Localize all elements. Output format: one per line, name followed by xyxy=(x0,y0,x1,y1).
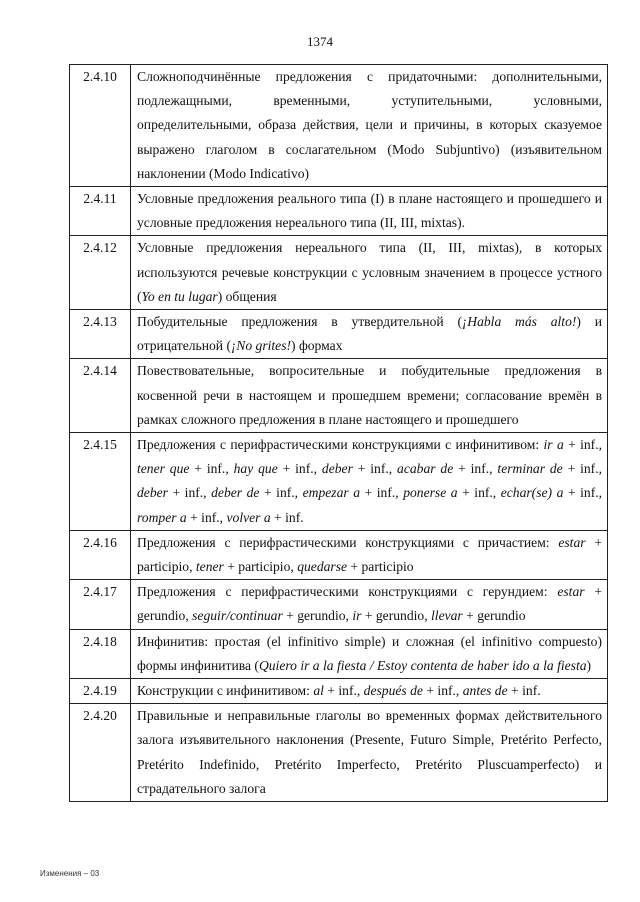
text-segment: + inf., xyxy=(563,437,602,453)
text-segment: ) xyxy=(586,657,592,673)
text-segment: Предложения с перифрастическими конструкциями с герундием: xyxy=(137,584,558,600)
text-segment: + participio, xyxy=(137,534,602,575)
text-segment: + inf. xyxy=(507,683,541,699)
italic-example: tener que xyxy=(137,461,190,477)
section-description xyxy=(131,629,608,678)
italic-example: ¡No grites! xyxy=(230,338,292,354)
table-body xyxy=(70,65,608,802)
text-segment: + inf., xyxy=(422,683,463,699)
section-description xyxy=(131,704,608,802)
section-number: 2.4.14 xyxy=(70,359,131,433)
text-segment: + participio, xyxy=(223,559,298,575)
italic-example: ¡Habla más alto! xyxy=(461,314,577,330)
text-segment: ) формах xyxy=(291,338,343,354)
italic-example: Yo en tu lugar xyxy=(141,288,218,304)
table-row xyxy=(70,629,608,678)
italic-example: deber de xyxy=(211,485,260,501)
text-segment: Конструкции с инфинитивом: xyxy=(137,683,314,699)
section-description xyxy=(131,187,608,236)
table-row xyxy=(70,359,608,433)
table-row xyxy=(70,187,608,236)
text-segment: + inf., xyxy=(562,461,602,477)
section-description xyxy=(131,530,608,579)
italic-example: empezar a xyxy=(302,485,361,501)
italic-example: acabar de xyxy=(397,461,454,477)
italic-example: ir a xyxy=(543,437,564,453)
section-number: 2.4.17 xyxy=(70,580,131,629)
italic-example: ir xyxy=(352,608,362,624)
text-segment: + inf., xyxy=(563,485,603,501)
section-description xyxy=(131,310,608,359)
italic-example: estar xyxy=(557,584,585,600)
italic-example: deber xyxy=(321,461,353,477)
italic-example: deber xyxy=(137,485,168,501)
table-row xyxy=(70,530,608,579)
text-segment: + gerundio, xyxy=(137,584,602,624)
text-segment: Сложноподчинённые предложения с придаточными: дополнительными, подлежащными, временными, уступительными, условными, определительными, образа действия, цели и причины, в которых сказуемое выражено глаголом в сослагательном (Modo Subjuntivo) (изъявительном наклонении (Modo Indicativo) xyxy=(137,69,602,181)
section-description xyxy=(131,359,608,433)
table-row xyxy=(70,704,608,802)
page-number: 1374 xyxy=(307,34,333,49)
italic-example: después de xyxy=(363,683,423,699)
italic-example: seguir/continuar xyxy=(192,608,283,624)
text-segment: + inf., xyxy=(323,683,364,699)
section-number: 2.4.20 xyxy=(70,704,131,802)
text-segment: + gerundio, xyxy=(361,608,432,624)
section-description xyxy=(131,236,608,310)
text-segment: Условные предложения реального типа (I) в плане настоящего и прошедшего и условные предложения нереального типа (II, III, mixtas). xyxy=(137,191,602,231)
section-number: 2.4.15 xyxy=(70,433,131,531)
text-segment: ) общения xyxy=(217,288,277,304)
italic-example: tener xyxy=(195,559,224,575)
text-segment: + inf., xyxy=(277,461,322,477)
italic-example: volver a xyxy=(226,509,271,525)
table-row xyxy=(70,679,608,704)
section-number: 2.4.12 xyxy=(70,236,131,310)
text-segment: + gerundio xyxy=(462,608,526,624)
italic-example: al xyxy=(313,683,324,699)
text-segment: Предложения с перифрастическими конструкциями с причастием: xyxy=(137,534,559,550)
text-segment: + gerundio, xyxy=(282,608,353,624)
curriculum-table xyxy=(69,64,608,802)
text-segment: Повествовательные, вопросительные и побудительные предложения в косвенной речи в настоящем и прошедшем времени; согласование времён в рамках сложного предложения в плане настоящего и прошедшего xyxy=(137,363,602,427)
section-number: 2.4.18 xyxy=(70,629,131,678)
text-segment: Правильные и неправильные глаголы во временных формах действительного залога изъявительного наклонения (Presente, Futuro Simple, Pretérito Perfecto, Pretérito Indefinido, Pretérito Imperfecto, Pretérito Pluscuamperfecto) и страдательного залога xyxy=(137,708,602,796)
table-row xyxy=(70,310,608,359)
italic-example: romper a xyxy=(137,509,187,525)
text-segment: + inf., xyxy=(457,485,501,501)
table-row xyxy=(70,65,608,187)
text-segment: ) и отрицательной ( xyxy=(137,314,602,354)
text-segment: + inf., xyxy=(186,509,227,525)
section-description xyxy=(131,580,608,629)
italic-example: quedarse xyxy=(297,559,348,575)
table-row xyxy=(70,236,608,310)
text-segment: Условные предложения нереального типа (II, III, mixtas), в которых используются речевые конструкции с условным значением в процессе устного ( xyxy=(137,240,602,304)
text-segment: + inf., xyxy=(352,461,398,477)
section-number: 2.4.10 xyxy=(70,65,131,187)
section-number: 2.4.13 xyxy=(70,310,131,359)
section-description xyxy=(131,679,608,704)
italic-example: Quiero ir a la fiesta / Estoy contenta de haber ido a la fiesta xyxy=(258,657,587,673)
table-row xyxy=(70,580,608,629)
text-segment: + inf., xyxy=(167,485,212,501)
italic-example: echar(se) a xyxy=(500,485,564,501)
italic-example: terminar de xyxy=(497,461,563,477)
italic-example: ponerse a xyxy=(403,485,458,501)
text-segment: Побудительные предложения в утвердительной ( xyxy=(137,314,462,330)
text-segment: Инфинитив: простая (el infinitivo simple) и сложная (el infinitivo compuesto) формы инфинитива ( xyxy=(137,633,602,673)
italic-example: antes de xyxy=(462,683,508,699)
section-number: 2.4.16 xyxy=(70,530,131,579)
text-segment: + participio xyxy=(347,559,414,575)
table-row xyxy=(70,433,608,531)
italic-example: hay que xyxy=(233,461,278,477)
footer-revision-note: Изменения – 03 xyxy=(40,869,100,878)
section-description xyxy=(131,65,608,187)
section-description xyxy=(131,433,608,531)
text-segment: + inf., xyxy=(360,485,404,501)
italic-example: llevar xyxy=(431,608,463,624)
section-number: 2.4.19 xyxy=(70,679,131,704)
section-number: 2.4.11 xyxy=(70,187,131,236)
italic-example: estar xyxy=(558,534,586,550)
text-segment: + inf., xyxy=(189,461,234,477)
text-segment: + inf., xyxy=(259,485,303,501)
text-segment: + inf., xyxy=(453,461,498,477)
text-segment: + inf. xyxy=(270,509,304,525)
text-segment: Предложения с перифрастическими конструкциями с инфинитивом: xyxy=(137,437,544,453)
